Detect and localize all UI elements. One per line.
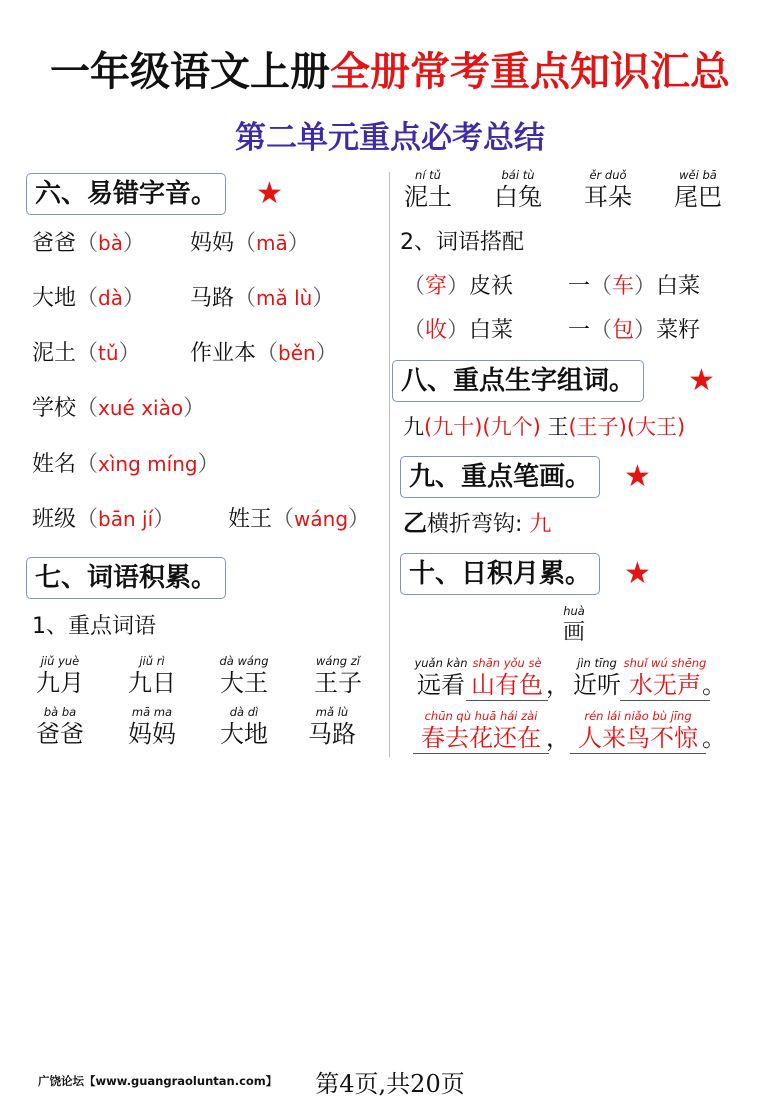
vocab-word: mā ma 妈妈 xyxy=(128,705,176,748)
vocab-word: dà dì 大地 xyxy=(220,705,268,748)
poem-word: jìn tīng 近听 xyxy=(573,656,621,699)
sec6-row3b: 作业本（běn） xyxy=(190,341,338,366)
vocab-word: ní tǔ 泥土 xyxy=(404,168,452,211)
poem-punct: ， xyxy=(546,724,570,752)
vocab-word: wáng zǐ 王子 xyxy=(314,654,362,697)
sec6-row1: 爸爸（bà） xyxy=(32,231,145,256)
sec6-heading: 六、易错字音。 xyxy=(26,173,226,215)
title-part1: 一年级语文上册 xyxy=(50,49,330,95)
poem-word: shuǐ wú shēng 水无声 xyxy=(620,656,710,701)
vocab-word: wěi bā 尾巴 xyxy=(674,168,722,211)
column-divider xyxy=(389,172,390,757)
star-icon: ★ xyxy=(688,363,715,398)
star-icon: ★ xyxy=(624,459,651,494)
sec7-sub1: 1、重点词语 xyxy=(32,614,156,639)
star-icon: ★ xyxy=(256,176,283,211)
sec6-row1b: 妈妈（mā） xyxy=(190,231,310,256)
sec7-sub2: 2、词语搭配 xyxy=(400,230,524,255)
vocab-word: mǎ lù 马路 xyxy=(308,705,356,748)
page-subtitle: 第二单元重点必考总结 xyxy=(235,120,545,156)
sec6-row2: 大地（dà） xyxy=(32,286,145,311)
vocab-word: dà wáng 大王 xyxy=(219,654,269,697)
sec6-row6b: 姓王（wáng） xyxy=(228,507,371,532)
sec6-row5: 姓名（xìng míng） xyxy=(32,452,220,477)
poem-word: yuǎn kàn 远看 xyxy=(414,656,468,699)
sec10-heading: 十、日积月累。 xyxy=(400,553,600,595)
sec6-row6: 班级（bān jí） xyxy=(32,507,176,532)
poem-word: rén lái niǎo bù jīng 人来鸟不惊 xyxy=(570,709,706,754)
page-number: 第4页,共20页 xyxy=(315,1070,465,1098)
poem-punct: 。 xyxy=(702,724,726,752)
footer-source: 广饶论坛【www.guangraoluntan.com】 xyxy=(38,1074,278,1088)
vocab-word: bà ba 爸爸 xyxy=(36,705,84,748)
sec8-line: 九(九十)(九个) 王(王子)(大王) xyxy=(403,415,686,439)
vocab-word: jiǔ rì 九日 xyxy=(128,654,176,697)
star-icon: ★ xyxy=(624,556,651,591)
pair-row-1b: 一（车）白菜 xyxy=(568,274,701,299)
page-title xyxy=(0,48,780,96)
pair-row-2b: 一（包）菜籽 xyxy=(568,318,701,343)
poem-punct: 。 xyxy=(702,671,726,699)
title-part2: 全册常考重点知识汇总 xyxy=(330,49,730,95)
sec9-heading: 九、重点笔画。 xyxy=(400,456,600,498)
sec9-stroke-line: 乙横折弯钩: 九 xyxy=(403,509,552,537)
stroke-glyph: 乙 xyxy=(403,509,427,537)
poem-word: shān yǒu sè 山有色 xyxy=(466,656,548,701)
poem-word: chūn qù huā hái zài 春去花还在 xyxy=(413,709,549,754)
sec6-row4: 学校（xué xiào） xyxy=(32,396,206,421)
vocab-word: bái tù 白兔 xyxy=(494,168,542,211)
sec6-row3: 泥土（tǔ） xyxy=(32,341,141,366)
vocab-word: ěr duǒ 耳朵 xyxy=(584,168,632,211)
poem-title: huà 画 xyxy=(562,604,585,645)
sec6-row2b: 马路（mǎ lù） xyxy=(190,286,335,311)
pair-row-1: （穿）皮袄 xyxy=(403,274,514,299)
pair-row-2: （收）白菜 xyxy=(403,318,514,343)
sec8-heading: 八、重点生字组词。 xyxy=(392,360,644,402)
poem-punct: ， xyxy=(546,671,570,699)
vocab-word: jiǔ yuè 九月 xyxy=(36,654,84,697)
sec7-heading: 七、词语积累。 xyxy=(26,557,226,599)
